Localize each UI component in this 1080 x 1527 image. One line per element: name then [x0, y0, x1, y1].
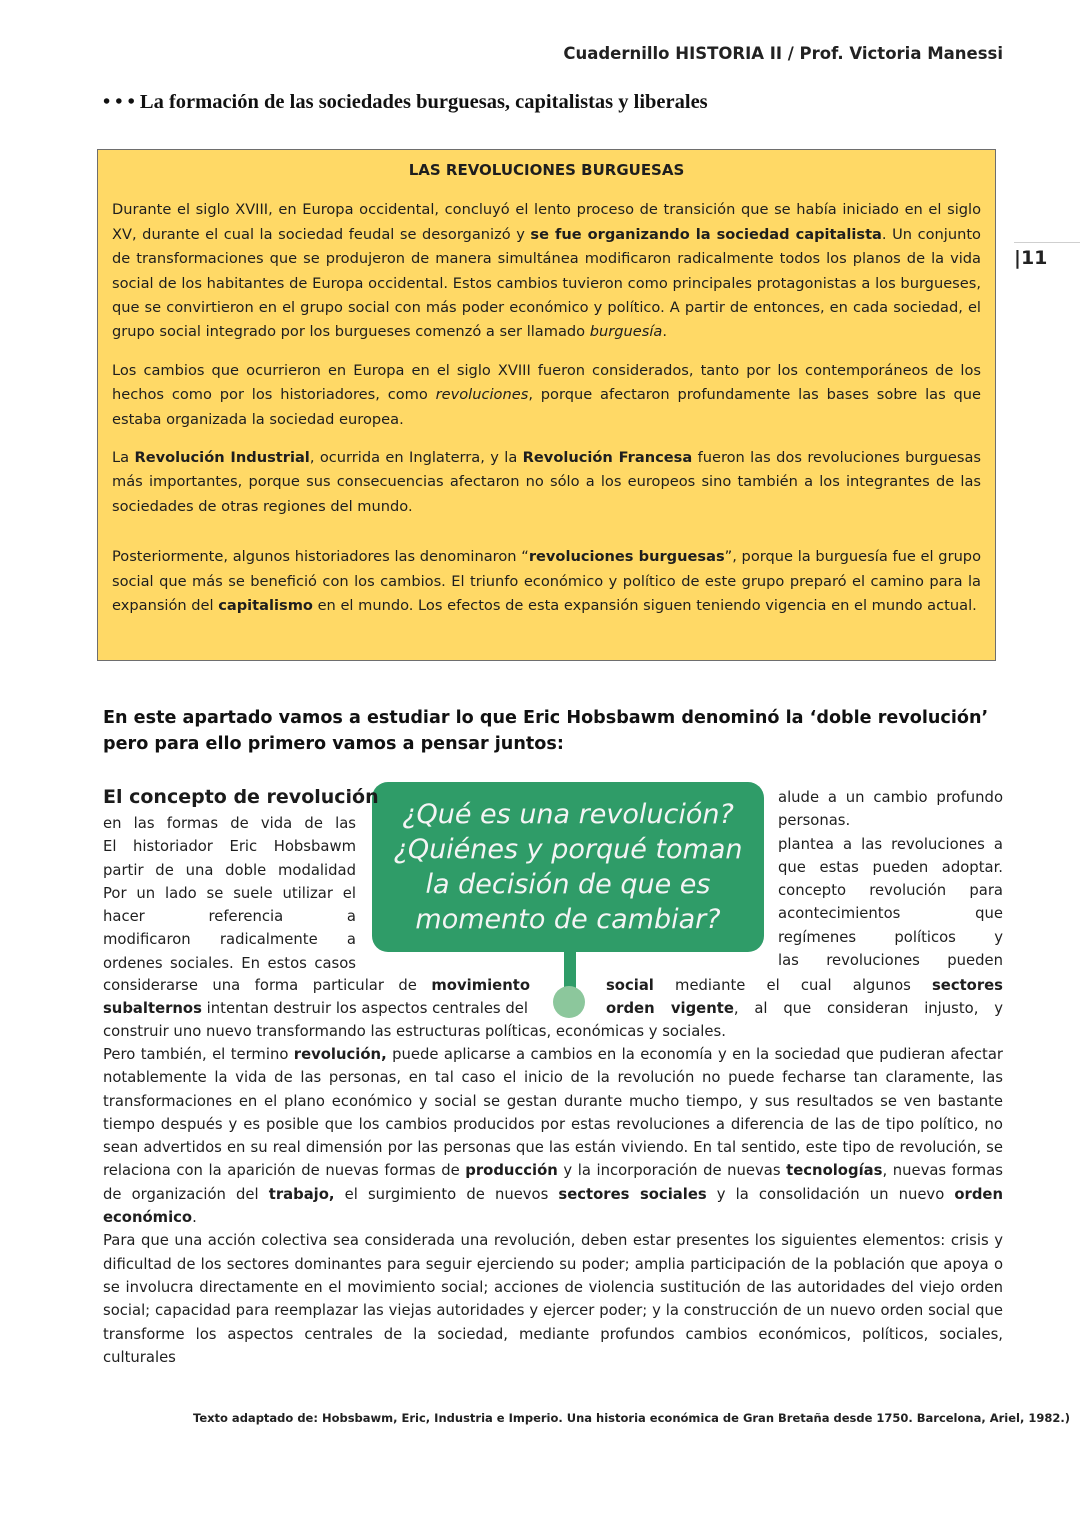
section-title: • • • La formación de las sociedades burguesas, capitalistas y liberales — [103, 91, 708, 113]
concept-left-line: ordenes sociales. En estos casos — [103, 954, 356, 972]
box-paragraph-1: Durante el siglo XVIII, en Europa occidental, concluyó el lento proceso de transición que se había iniciado en el siglo XV, durante el cual la sociedad feudal se desorganizó y se fue organizando la sociedad capitalista. Un conjunto de transformaciones que se produjeron de manera simultánea modificaron radicalmente todos los planos de la vida social de los habitantes de Europa occidental. Estos cambios tuvieron como principales protagonistas a los burgueses, que se convirtieron en el grupo social con más poder económico y político. A partir de entonces, en cada sociedad, el grupo social integrado por los burgueses comenzó a ser llamado burguesía. — [112, 201, 981, 341]
question-speech-bubble — [372, 782, 764, 952]
body-text — [103, 1043, 1003, 1369]
concept-left-line: partir de una doble modalidad — [103, 861, 356, 879]
concept-row-1-right: social mediante el cual algunos sectores — [606, 977, 1003, 994]
concept-right-column — [778, 786, 1003, 972]
concept-right-line: plantea a las revoluciones a — [778, 835, 1003, 853]
box-title: LAS REVOLUCIONES BURGUESAS — [408, 161, 685, 179]
concept-left-column — [103, 812, 356, 975]
concept-right-line: regímenes políticos y — [778, 928, 1003, 946]
intro-heading: En este apartado vamos a estudiar lo que Eric Hobsbawm denominó la ‘doble revolución’ pero para ello primero vamos a pensar juntos: — [103, 708, 989, 754]
body-paragraph-1: Pero también, el termino revolución, puede aplicarse a cambios en la economía y en la sociedad que pudieran afectar notablemente la vida de las personas, en tal caso el inicio de la revolución no puede fecharse tan claramente, las transformaciones en el plano económico y social se gestan durante mucho tiempo, y sus resultados se ven bastante tiempo después y es posible que los cambios producidos por estas revoluciones a diferencia de las de tipo político, no sean advertidos en su real dimensión por las personas que las están viviendo. En tal sentido, este tipo de revolución, se relaciona con la aparición de nuevas formas de producción y la incorporación de nuevas tecnologías, nuevas formas de organización del trabajo, el surgimiento de nuevos sectores sociales y la consolidación un nuevo orden económico. — [103, 1046, 1003, 1227]
source-citation: Texto adaptado de: Hobsbawm, Eric, Industria e Imperio. Una historia económica de Gran Bretaña desde 1750. Barcelona, Ariel, 1982.) — [193, 1411, 1070, 1425]
concept-right-line: alude a un cambio profundo — [778, 789, 1003, 806]
concept-right-line: concepto revolución para — [778, 882, 1003, 900]
concept-left-line: modificaron radicalmente a — [103, 931, 356, 949]
concept-left-line: Por un lado se suele utilizar el — [103, 884, 356, 902]
concept-row-2-left: subalternos intentan destruir los aspectos centrales del — [103, 1000, 528, 1017]
concept-right-line: personas. — [778, 812, 851, 830]
bubble-line: ¿Quiénes y porqué toman — [393, 834, 743, 865]
concept-row-1-left: considerarse una forma particular de movimiento — [103, 977, 530, 994]
concept-row-2-right: orden vigente, al que consideran injusto, y — [606, 1000, 1003, 1017]
bubble-dot — [553, 986, 585, 1018]
bubble-tail — [564, 951, 576, 989]
concept-right-line: las revoluciones pueden — [778, 952, 1003, 970]
revoluciones-burguesas-box — [97, 149, 996, 661]
bubble-line: momento de cambiar? — [415, 904, 721, 935]
concept-title: El concepto de revolución — [103, 786, 379, 808]
box-paragraph-4: Posteriormente, algunos historiadores las denominaron “revoluciones burguesas”, porque la burguesía fue el grupo social que más se benefició con los cambios. El triunfo económico y político de este grupo preparó el camino para la expansión del capitalismo en el mundo. Los efectos de esta expansión siguen teniendo vigencia en el mundo actual. — [112, 548, 982, 615]
concept-row-3: construir uno nuevo transformando las estructuras políticas, económicas y sociales. — [103, 1023, 726, 1040]
header-course-title: Cuadernillo HISTORIA II / Prof. Victoria Manessi — [563, 44, 1003, 63]
box-paragraph-2: Los cambios que ocurrieron en Europa en el siglo XVIII fueron considerados, tanto por los contemporáneos de los hechos como por los historiadores, como revoluciones, porque afectaron profundamente las bases sobre las que estaba organizada la sociedad europea. — [112, 361, 981, 428]
bubble-line: la decisión de que es — [425, 869, 711, 900]
concept-left-line: en las formas de vida de las — [103, 815, 356, 832]
concept-right-line: acontecimientos que — [778, 905, 1003, 923]
body-paragraph-2: Para que una acción colectiva sea considerada una revolución, deben estar presentes los siguientes elementos: crisis y dificultad de los sectores dominantes para seguir ejerciendo su poder; amplia participación de la población que apoya o se involucra directamente en el movimiento social; acciones de violencia sustitución de las autoridades del viejo orden social; capacidad para reemplazar las viejas autoridades y ejercer poder; y la construcción de un nuevo orden social que transforme los aspectos centrales de la sociedad, mediante profundos cambios económicos, políticos, sociales, culturales — [103, 1232, 1003, 1366]
concept-right-line: que estas pueden adoptar. — [778, 858, 1003, 876]
box-paragraph-3: La Revolución Industrial, ocurrida en Inglaterra, y la Revolución Francesa fueron las dos revoluciones burguesas más importantes, porque sus consecuencias afectaron no sólo a los europeos sino también a los integrantes de las sociedades de otras regiones del mundo. — [112, 449, 981, 515]
concept-left-line: hacer referencia a — [103, 908, 356, 926]
bubble-line: ¿Qué es una revolución? — [402, 799, 734, 830]
page-number: |11 — [1014, 242, 1080, 269]
concept-left-line: El historiador Eric Hobsbawm — [103, 838, 356, 856]
